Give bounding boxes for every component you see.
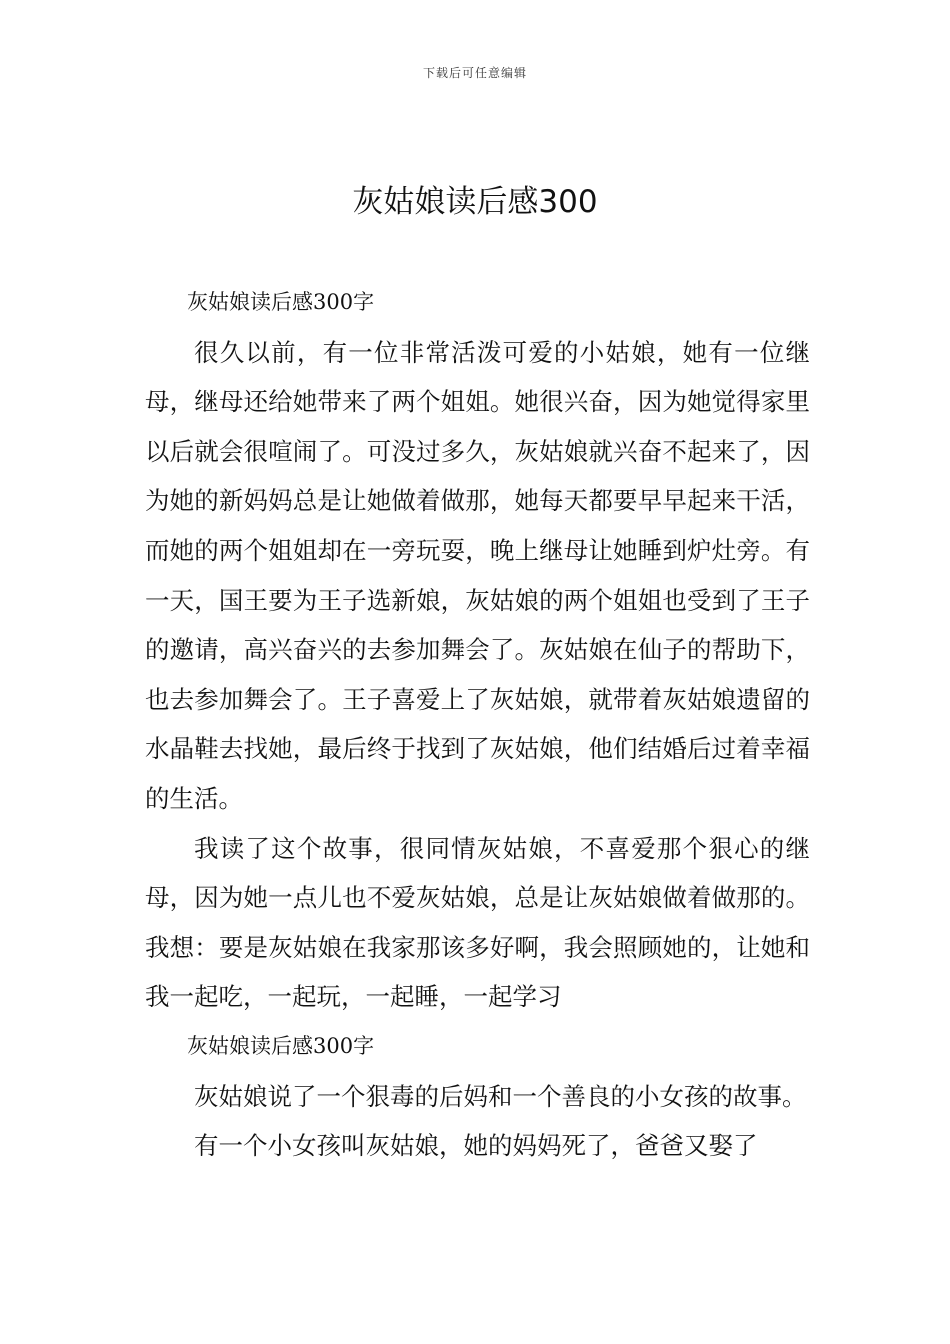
section-heading: 灰姑娘读后感300字 (187, 1033, 375, 1058)
paragraph: 灰姑娘说了一个狠毒的后妈和一个善良的小女孩的故事。 (194, 1081, 807, 1111)
section-heading: 灰姑娘读后感300字 (187, 290, 375, 314)
header-note: 下载后可任意编辑 (422, 66, 527, 80)
page-title: 灰姑娘读后感300 (352, 184, 598, 220)
paragraph: 有一个小女孩叫灰姑娘，她的妈妈死了，爸爸又娶了 (194, 1131, 758, 1161)
document-body (145, 278, 810, 1171)
paragraph: 我读了这个故事，很同情灰姑娘，不喜爱那个狠心的继母，因为她一点儿也不爱灰姑娘，总是让灰姑娘做着做那的。我想：要是灰姑娘在我家那该多好啊，我会照顾她的，让她和我一起吃，一起玩，一起睡，一起学习 (145, 833, 810, 1012)
paragraph: 很久以前，有一位非常活泼可爱的小姑娘，她有一位继母，继母还给她带来了两个姐姐。她很兴奋，因为她觉得家里以后就会很喧闹了。可没过多久，灰姑娘就兴奋不起来了，因为她的新妈妈总是让她做着做那，她每天都要早早起来干活，而她的两个姐姐却在一旁玩耍，晚上继母让她睡到炉灶旁。有一天，国王要为王子选新娘，灰姑娘的两个姐姐也受到了王子的邀请，高兴奋兴的去参加舞会了。灰姑娘在仙子的帮助下，也去参加舞会了。王子喜爱上了灰姑娘，就带着灰姑娘遗留的水晶鞋去找她，最后终于找到了灰姑娘，他们结婚后过着幸福的生活。 (145, 337, 810, 813)
